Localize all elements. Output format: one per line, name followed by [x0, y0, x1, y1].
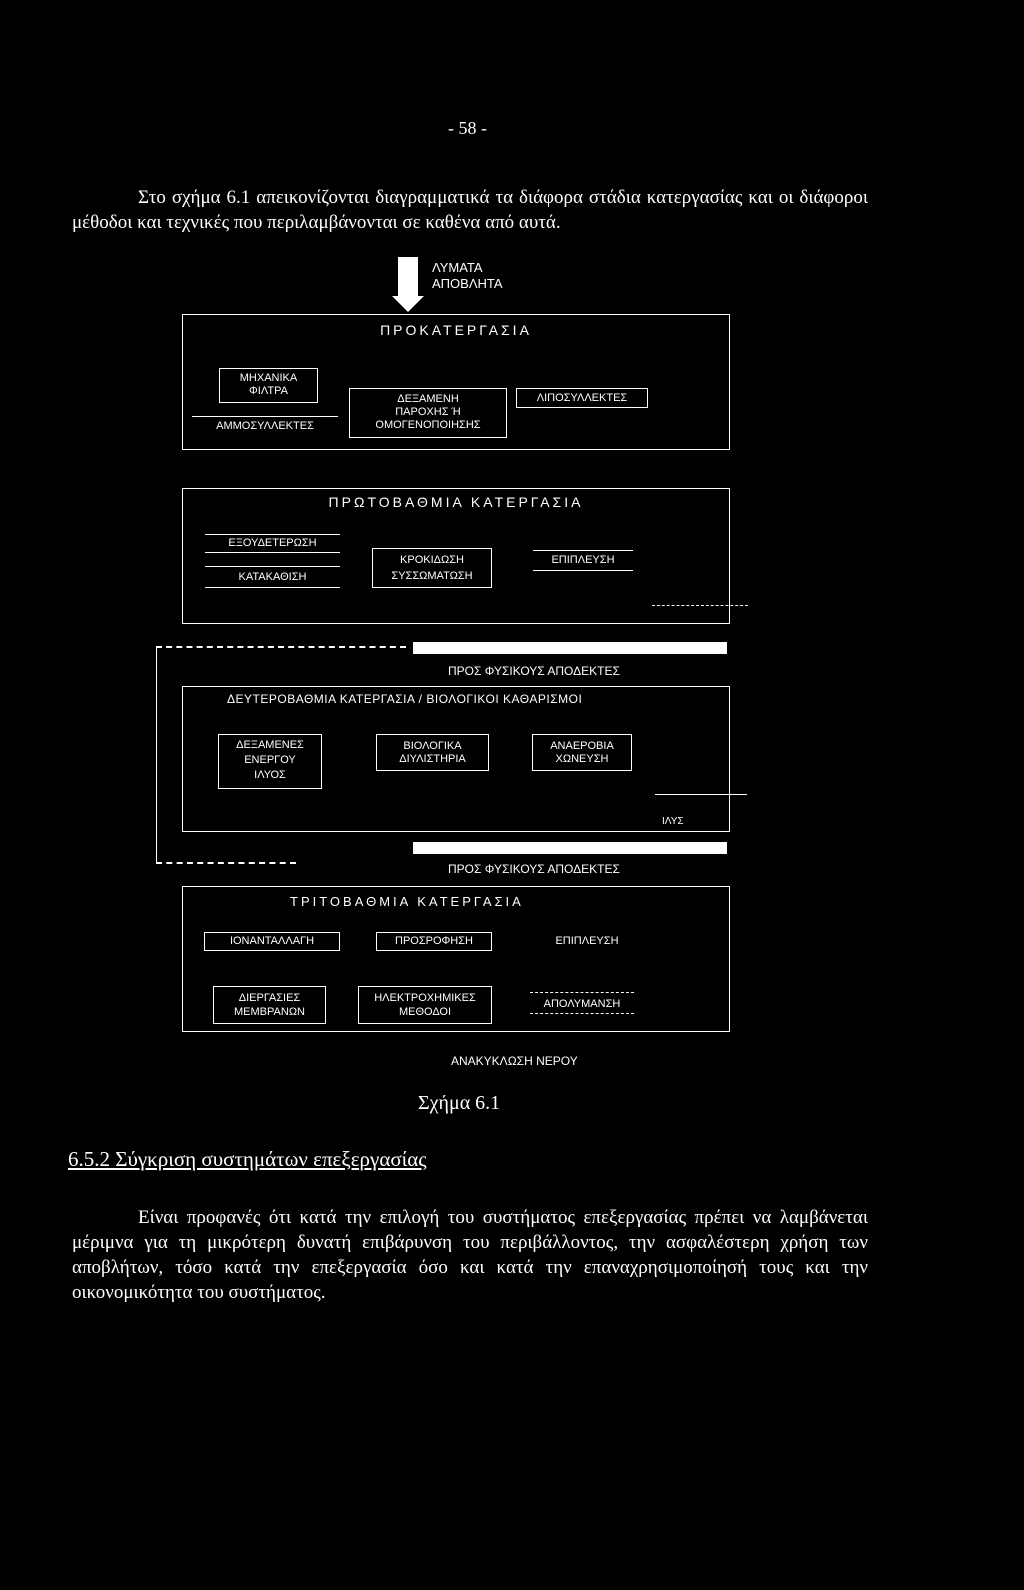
electro-label-2: ΜΕΘΟΔΟΙ [398, 1006, 452, 1018]
coagulation-label-2: ΣΥΣΣΩΜΑΤΩΣΗ [391, 570, 473, 582]
sludge-out-line [655, 794, 747, 795]
section-heading: 6.5.2 Σύγκριση συστημάτων επεξεργασίας [68, 1147, 427, 1171]
input-label-2: ΑΠΟΒΛΗΤΑ [432, 276, 503, 291]
receivers-arrow-1 [413, 642, 727, 654]
tank-label-1: ΔΕΞΑΜΕΝΗ [397, 393, 459, 405]
tank-label-3: ΟΜΟΓΕΝΟΠΟΙΗΣΗΣ [375, 419, 481, 431]
disinfection-label: ΑΠΟΛΥΜΑΝΣΗ [543, 998, 621, 1010]
primary-title: ΠΡΩΤΟΒΑΘΜΙΑ ΚΑΤΕΡΓΑΣΙΑ [328, 494, 584, 510]
flotation-label: ΕΠΙΠΛΕΥΣΗ [551, 554, 615, 566]
sand-traps-label: ΑΜΜΟΣΥΛΛΕΚΤΕΣ [216, 420, 314, 432]
sludge-label-2: ΕΝΕΡΓΟΥ [244, 754, 296, 766]
bypass-left-line [156, 646, 157, 862]
sand-traps-line [192, 416, 338, 417]
sludge-label-3: ΙΛΥΟΣ [254, 769, 286, 781]
intro-paragraph: Στο σχήμα 6.1 απεικονίζονται διαγραμματικά τα διάφορα στάδια κατεργασίας και οι διάφοροι μέθοδοι και τεχνικές που περιλαμβάνονται σε καθένα από αυτά. [72, 187, 868, 233]
bypass-dash-top [156, 646, 406, 648]
settling-label: ΚΑΤΑΚΑΘΙΣΗ [238, 571, 307, 583]
water-recycling-label: ΑΝΑΚΥΚΛΩΣΗ ΝΕΡΟΥ [451, 1054, 578, 1068]
body-paragraph: Είναι προφανές ότι κατά την επιλογή του συστήματος επεξεργασίας πρέπει να λαμβάνεται μέριμνα για τη μικρότερη δυνατή επιβάρυνση του περιβάλλοντος, την ασφαλέστερη χρήση των αποβλήτων, τόσο κατά την επεξεργασία όσο και κατά την επαναχρησιμοποίησή τους και την οικονομικότητα του συστήματος. [72, 1207, 868, 1303]
sludge-label-1: ΔΕΞΑΜΕΝΕΣ [236, 739, 304, 751]
mech-filters-label-2: ΦΙΛΤΡΑ [249, 385, 288, 397]
settling-line-top [205, 566, 340, 567]
bypass-dash-bottom [156, 862, 296, 864]
to-receivers-1: ΠΡΟΣ ΦΥΣΙΚΟΥΣ ΑΠΟΔΕΚΤΕΣ [448, 664, 620, 678]
neutralization-label: ΕΞΟΥΔΕΤΕΡΩΣΗ [228, 537, 317, 549]
bio-label-2: ΔΙΥΛΙΣΤΗΡΙΑ [399, 753, 466, 765]
coagulation-label-1: ΚΡΟΚΙΔΩΣΗ [400, 554, 464, 566]
electro-label-1: ΗΛΕΚΤΡΟΧΗΜΙΚΕΣ [374, 992, 476, 1004]
membranes-label-1: ΔΙΕΡΓΑΣΙΕΣ [238, 992, 301, 1004]
disinfection-dash-bottom [530, 1013, 634, 1014]
bio-label-1: ΒΙΟΛΟΓΙΚΑ [403, 740, 462, 752]
flotation-line-bottom [533, 570, 633, 571]
mech-filters-label-1: ΜΗΧΑΝΙΚΑ [239, 372, 298, 384]
settling-line-bottom [205, 587, 340, 588]
input-arrow-head-icon [392, 296, 424, 312]
sludge-out-label: ΙΛΥΣ [662, 816, 684, 827]
anaer-label-2: ΧΩΝΕΥΣΗ [555, 753, 609, 765]
neutralization-line-bottom [205, 552, 340, 553]
tertiary-title: ΤΡΙΤΟΒΑΘΜΙΑ ΚΑΤΕΡΓΑΣΙΑ [290, 894, 524, 909]
pretreatment-title: ΠΡΟΚΑΤΕΡΓΑΣΙΑ [380, 322, 532, 338]
neutralization-line-top [205, 534, 340, 535]
flotation-3-label: ΕΠΙΠΛΕΥΣΗ [555, 935, 619, 947]
to-receivers-2: ΠΡΟΣ ΦΥΣΙΚΟΥΣ ΑΠΟΔΕΚΤΕΣ [448, 862, 620, 876]
input-label-1: ΛΥΜΑΤΑ [432, 260, 483, 275]
primary-side-dash [652, 605, 748, 606]
secondary-title: ΔΕΥΤΕΡΟΒΑΘΜΙΑ ΚΑΤΕΡΓΑΣΙΑ / ΒΙΟΛΟΓΙΚΟΙ ΚΑΘΑΡΙΣΜΟΙ [227, 692, 583, 706]
page-number: - 58 - [448, 118, 487, 138]
tank-label-2: ΠΑΡΟΧΗΣ Ή [395, 406, 461, 418]
disinfection-dash-top [530, 992, 634, 993]
input-arrow-shaft [398, 257, 418, 297]
receivers-arrow-2 [413, 842, 727, 854]
flotation-line-top [533, 550, 633, 551]
figure-caption: Σχήμα 6.1 [418, 1092, 501, 1114]
adsorption-label: ΠΡΟΣΡΟΦΗΣΗ [395, 935, 473, 947]
membranes-label-2: ΜΕΜΒΡΑΝΩΝ [234, 1006, 305, 1018]
grease-traps-label: ΛΙΠΟΣΥΛΛΕΚΤΕΣ [536, 392, 628, 404]
anaer-label-1: ΑΝΑΕΡΟΒΙΑ [550, 740, 614, 752]
ion-exchange-label: ΙΟΝΑΝΤΑΛΛΑΓΗ [229, 935, 315, 947]
